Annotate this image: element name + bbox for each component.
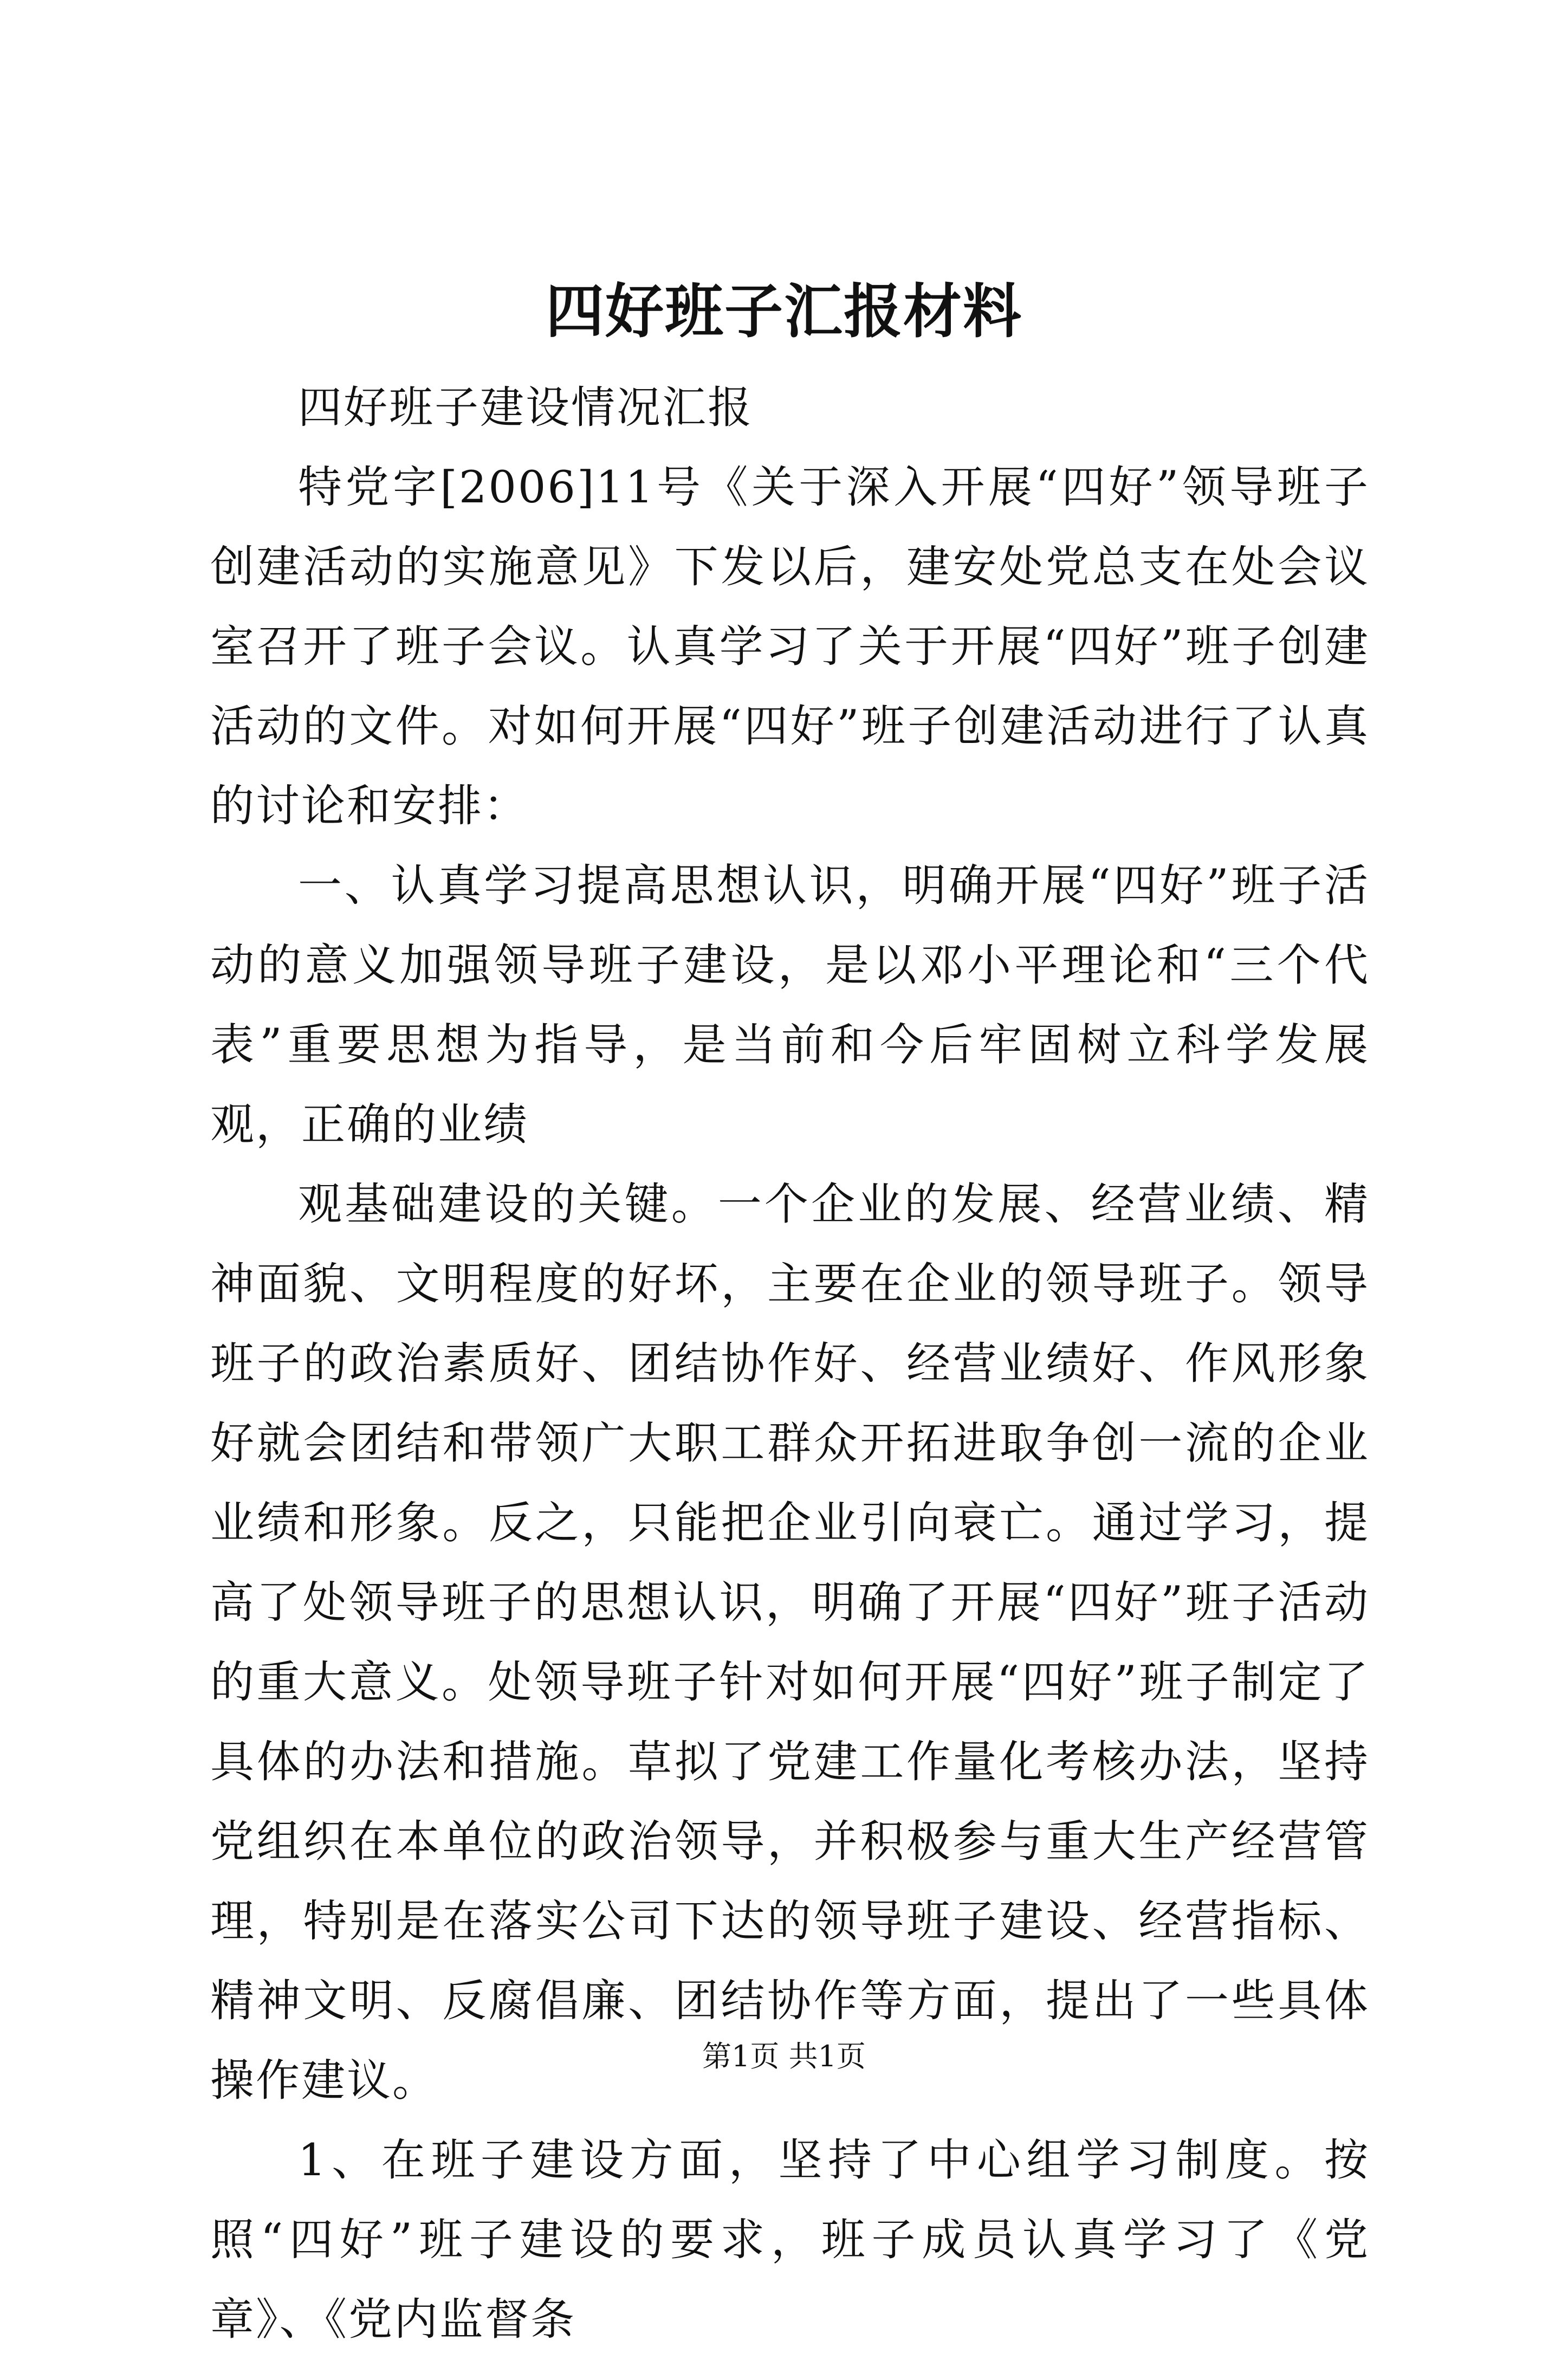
paragraph-subtitle: 四好班子建设情况汇报 (298, 383, 754, 434)
paragraph-intro: 特党字[2006]11号《关于深入开展“四好”领导班子创建活动的实施意见》下发以后，建安处党总支在处会议室召开了班子会议。认真学习了关于开展“四好”班子创建活动的文件。对如何开展“四好”班子创建活动进行了认真的讨论和安排： (210, 462, 1370, 832)
paragraph-item-one: 1、在班子建设方面，坚持了中心组学习制度。按照“四好”班子建设的要求，班子成员认真学习了《党章》、《党内监督条 (210, 2135, 1370, 2345)
page-footer: 第1页 共1页 (702, 2039, 866, 2073)
paragraph-section-one: 一、认真学习提高思想认识，明确开展“四好”班子活动的意义加强领导班子建设，是以邓小平理论和“三个代表”重要思想为指导，是当前和今后牢固树立科学发展观，正确的业绩 (210, 861, 1370, 1150)
paragraph-section-one-continued: 观基础建设的关键。一个企业的发展、经营业绩、精神面貌、文明程度的好坏，主要在企业的领导班子。领导班子的政治素质好、团结协作好、经营业绩好、作风形象好就会团结和带领广大职工群众开拓进取争创一流的企业业绩和形象。反之，只能把企业引向衰亡。通过学习，提高了处领导班子的思想认识，明确了开展“四好”班子活动的重大意义。处领导班子针对如何开展“四好”班子制定了具体的办法和措施。草拟了党建工作量化考核办法，坚持党组织在本单位的政治领导，并积极参与重大生产经营管理，特别是在落实公司下达的领导班子建设、经营指标、精神文明、反腐倡廉、团结协作等方面，提出了一些具体操作建议。 (210, 1179, 1370, 2106)
document-title: 四好班子汇报材料 (545, 277, 1022, 346)
